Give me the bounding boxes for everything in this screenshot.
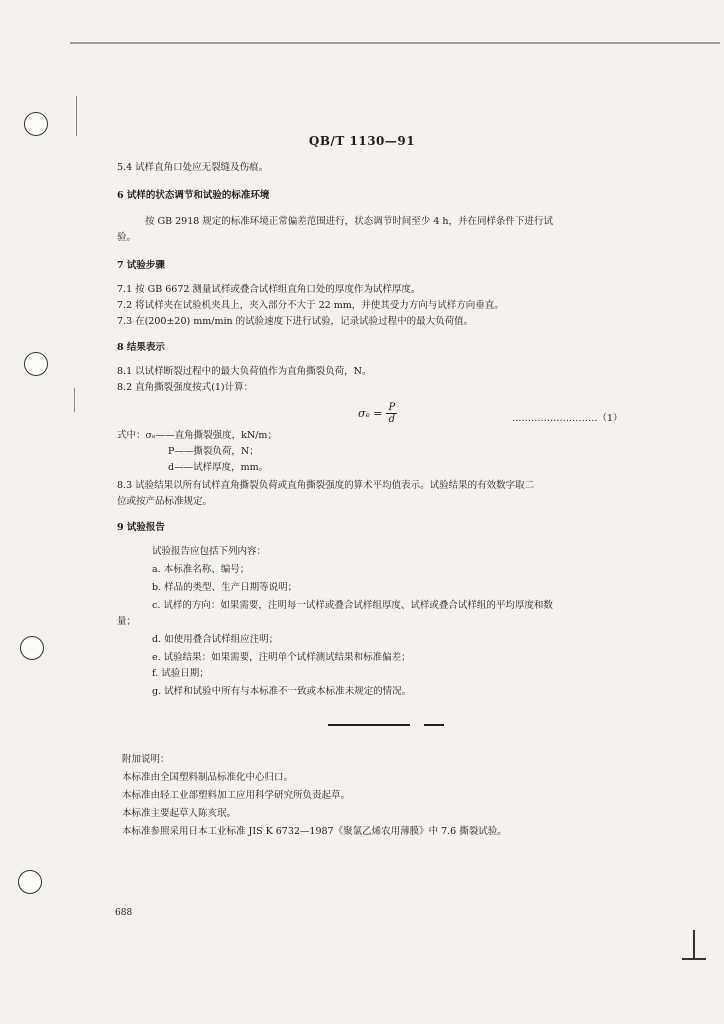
text-line: c. 试样的方向：如果需要，注明每一试样或叠合试样组厚度、试样或叠合试样组的平均厚度和数 [152,600,553,611]
page-number: 688 [115,908,133,918]
text-line: 8.2 直角撕裂强度按式(1)计算： [117,382,254,393]
formula-numerator: P [388,402,396,413]
text-line: 本标准由全国塑料制品标准化中心归口。 [122,772,294,783]
text-line: 量； [117,616,137,627]
end-separator-line [328,724,410,726]
text-line: d——试样厚度，mm。 [168,462,269,473]
formula-number [512,410,623,424]
punch-hole-middle [24,352,48,376]
scan-edge-line [70,42,720,44]
punch-hole-top [24,112,48,136]
text-line: 本标准主要起草人陈亥珉。 [122,808,237,819]
scan-mark [74,388,75,412]
scan-corner-mark-base [682,958,706,960]
text-line: 5.4 试样直角口处应无裂缝及伤痕。 [117,162,269,173]
punch-hole-lower [20,636,44,660]
text-line: d. 如使用叠合试样组应注明； [152,634,279,645]
text-line: 验。 [117,232,137,243]
section-heading: 6 试样的状态调节和试验的标准环境 [117,190,270,201]
text-line: P——撕裂负荷，N； [168,446,259,457]
formula-fraction [386,402,397,425]
text-line: a. 本标准名称、编号； [152,564,250,575]
text-line: 8.1 以试样断裂过程中的最大负荷值作为直角撕裂负荷，N。 [117,366,372,377]
formula-1 [358,402,397,425]
formula-denominator: d [388,414,396,425]
text-line: g. 试样和试验中所有与本标准不一致或本标准未规定的情况。 [152,686,412,697]
end-separator-short [424,724,444,726]
formula-lhs: σₑ = [358,407,383,420]
section-heading: 7 试验步骤 [117,260,165,271]
text-line: 7.2 将试样夹在试验机夹具上，夹入部分不大于 22 mm，并使其受力方向与试样方向垂直。 [117,300,504,311]
scan-mark [76,96,77,136]
text-line: 位或按产品标准规定。 [117,496,213,507]
text-line: b. 样品的类型、生产日期等说明； [152,582,298,593]
text-line: 附加说明： [122,754,170,765]
text-line: e. 试验结果：如果需要，注明单个试样测试结果和标准偏差； [152,652,411,663]
formula-leader-dots: ……………………… [512,413,598,424]
text-line: 7.3 在(200±20) mm/min 的试验速度下进行试验，记录试验过程中的最大负荷值。 [117,316,474,327]
text-line: 式中：σₑ——直角撕裂强度，kN/m； [117,430,277,441]
section-heading: 8 结果表示 [117,342,165,353]
text-line: 试验报告应包括下列内容： [152,546,267,557]
formula-number-label: （1） [597,413,623,424]
standard-code-header: QB/T 1130—91 [308,134,416,148]
scan-corner-mark [693,930,695,960]
text-line: 本标准由轻工业部塑料加工应用科学研究所负责起草。 [122,790,351,801]
text-line: 本标准参照采用日本工业标准 JIS K 6732—1987《聚氯乙烯农用薄膜》中 7.6 撕裂试验。 [122,826,507,837]
text-line: 7.1 按 GB 6672 测量试样或叠合试样组直角口处的厚度作为试样厚度。 [117,284,421,295]
text-line: 按 GB 2918 规定的标准环境正常偏差范围进行，状态调节时间至少 4 h，并在同样条件下进行试 [145,216,554,227]
punch-hole-bottom [18,870,42,894]
text-line: f. 试验日期； [152,668,209,679]
section-heading: 9 试验报告 [117,522,165,533]
text-line: 8.3 试验结果以所有试样直角撕裂负荷或直角撕裂强度的算术平均值表示。试验结果的有效数字取二 [117,480,535,491]
